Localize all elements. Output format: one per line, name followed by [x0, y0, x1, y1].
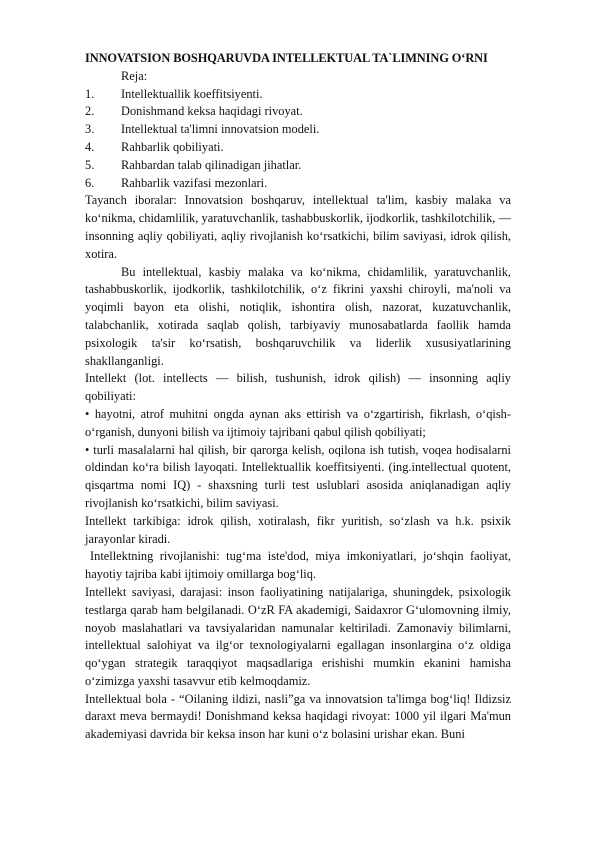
list-item: 3. Intellektual ta'limni innovatsion modeli. — [85, 122, 320, 137]
body-paragraph: Intellekt (lot. intellects — bilish, tushunish, idrok qilish) — insonning aqliy qobiliyati: — [85, 371, 511, 404]
document-title: INNOVATSION BOSHQARUVDA INTELLEKTUAL TA`LIMNING O‘RNI — [85, 51, 488, 65]
body-paragraph: Intellekt tarkibiga: idrok qilish, xotiralash, fikr yuritish, so‘zlash va h.k. psixik jarayonlar kiradi. — [85, 513, 511, 546]
bullet-paragraph: • turli masalalarni hal qilish, bir qarorga kelish, oqilona ish tutish, voqea hodisalarni oldindan ko‘ra bilish layoqati. Intellektuallik koeffitsiyenti. (ing.intellectual quotent, qisqartma nomi IQ) - shaxsning turli test uslublari asosida aniqlanadigan aqliy rivojlanish ko‘rsatkichi, bilim saviyasi. — [85, 442, 511, 510]
list-item: 6. Rahbarlik vazifasi mezonlari. — [85, 175, 268, 190]
keywords-paragraph: Tayanch iboralar: Innovatsion boshqaruv, intellektual ta'lim, kasbiy malaka va ko‘nikma, chidamlilik, yaratuvchanlik, tashabbuskorlik, ijodkorlik, tashkilotchilik, — insonning aqliy qobiliyati, aqliy rivojlanish ko‘rsatkichi, bilim saviyasi, idrok qilish, xotira. — [85, 193, 511, 261]
list-item: 5. Rahbardan talab qilinadigan jihatlar. — [85, 157, 302, 172]
plan-list — [85, 86, 511, 193]
list-item: 1. Intellektuallik koeffitsiyenti. — [85, 86, 263, 101]
body-paragraph: Intellektning rivojlanishi: tug‘ma iste'dod, miya imkoniyatlari, jo‘shqin faoliyat, hayotiy tajriba kabi ijtimoiy omillarga bog‘liq. — [85, 549, 511, 582]
plan-heading: Reja: — [121, 68, 148, 83]
list-item: 4. Rahbarlik qobiliyati. — [85, 139, 224, 154]
bullet-paragraph: • hayotni, atrof muhitni ongda aynan aks ettirish va o‘zgartirish, fikrlash, o‘qish-o‘rganish, dunyoni bilish va ijtimoiy tajribani qabul qilish qobiliyati; — [85, 406, 511, 439]
document-page — [85, 50, 511, 744]
body-paragraph: Bu intellektual, kasbiy malaka va ko‘nikma, chidamlilik, yaratuvchanlik, tashabbuskorlik, ijodkorlik, tashkilotchilik, o‘z fikrini yaxshi chiroyli, ma'noli va yoqimli bayon eta olishi, notiqlik, ishontira olish, nazorat, kuzatuvchanlik, talabchanlik, xotirada saqlab qolish, tarbiyaviy munosabatlarda faollik hamda psixologik ta'sir ko‘rsatish, boshqaruvchilik va liderlik xususiyatlarining shakllanganligi. — [85, 264, 511, 368]
list-item: 2. Donishmand keksa haqidagi rivoyat. — [85, 104, 303, 119]
body-paragraph: Intellekt saviyasi, darajasi: inson faoliyatining natijalariga, shuningdek, psixologik testlarga qarab ham belgilanadi. O‘zR FA akademigi, Saidaxror G‘ulomovning ilmiy, noyob maslahatlari va tavsiyalaridan namunalar keltiriladi. Zamonaviy bilimlarni, intellektual salohiyat va ilg‘or texnologiyalarni egallagan insonlargina o‘z oldiga qo‘ygan strategik taraqqiyot maqsadlariga erishishi mumkin ekanini hamisha o‘zimizga yaxshi tasavvur etib kelmoqdamiz. — [85, 584, 511, 688]
body-paragraph: Intellektual bola - “Oilaning ildizi, nasli”ga va innovatsion ta'limga bog‘liq! Ildizsiz daraxt meva bermaydi! Donishmand keksa haqidagi rivoyat: 1000 yil ilgari Ma'mun akademiyasi davrida bir keksa inson har kuni o‘z bolasini urishar ekan. Buni — [85, 691, 511, 742]
